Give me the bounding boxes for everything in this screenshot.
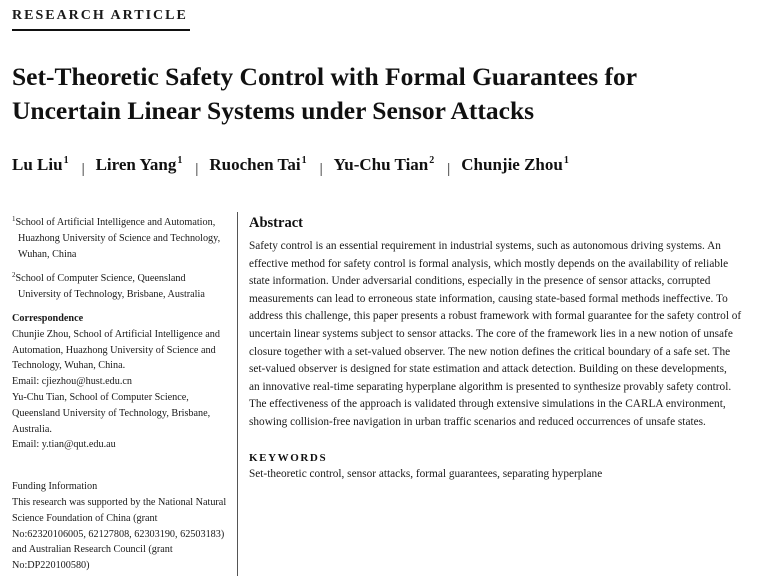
author-name: Liren Yang$^1$ (95, 155, 183, 174)
author-affiliation-mark: 1 (301, 155, 307, 166)
title-line: Uncertain Linear Systems under Sensor Attacks (12, 96, 535, 125)
affiliation-line: University of Technology, Brisbane, Australia (18, 289, 205, 301)
abstract-line: measurements can lead to erroneous state information, causing state-based formal methods ineffective. To (249, 292, 728, 305)
correspondence-line: Queensland University of Technology, Brisbane, (12, 407, 211, 419)
abstract-line: uncertain linear systems subject to sensor attacks. The core of the framework lies in a new notion of unsafe (249, 327, 733, 340)
affiliation-line: School of Computer Science, Queensland (15, 273, 186, 285)
funding-line: Science Foundation of China (grant (12, 512, 158, 524)
funding-line: No:DP220100580) (12, 560, 90, 572)
column-divider (237, 212, 238, 576)
article-type-underline (12, 29, 190, 31)
author-affiliation-mark: 1 (63, 155, 69, 166)
abstract-line: closure together with a set-valued observer. The new notion defines the critical boundary of a safe set. The (249, 345, 731, 358)
author-name: Ruochen Tai$^1$ (209, 155, 307, 174)
author-list (12, 155, 569, 175)
correspondence-line: Automation, Huazhong University of Science and (12, 344, 216, 356)
paper-title (12, 60, 752, 128)
correspondence-email[interactable]: Email: y.tian@qut.edu.au (12, 439, 116, 451)
abstract-line: Safety control is an essential requirement in industrial systems, such as autonomous driving systems. An (249, 240, 721, 252)
abstract-line: showing collision-free navigation in urban traffic scenarios and reduced occurrences of unsafe states. (249, 415, 706, 428)
affiliation-line: Huazhong University of Science and Technology, (18, 232, 221, 244)
funding-heading: Funding Information (12, 481, 98, 493)
author-name: Chunjie Zhou$^1$ (461, 155, 569, 174)
abstract-line: address this challenge, this paper presents a robust framework with formal guarantee for the safety control of (249, 310, 742, 323)
affiliation (12, 212, 234, 262)
keywords-text: Set-theoretic control, sensor attacks, formal guarantees, separating hyperplane (249, 468, 603, 480)
author-separator: | (195, 161, 199, 177)
funding-line: No:62320106005, 62127808, 62303190, 62503183) (12, 528, 225, 540)
abstract-heading: Abstract (249, 215, 303, 231)
affiliation-line: School of Artificial Intelligence and Automation, (15, 217, 216, 228)
abstract-line: set-valued observer is designed for state estimation and attack detection. Building on these developments, (249, 363, 727, 376)
correspondence-heading: Correspondence (12, 312, 84, 324)
abstract-line: an innovative real-time separating hyperplane algorithm is presented to synthesize provably safety control. (249, 380, 732, 393)
affiliation-line: Wuhan, China (18, 248, 77, 260)
correspondence-line: Technology, Wuhan, China. (12, 360, 126, 372)
author-affiliation-mark: 2 (429, 155, 435, 166)
affiliation-mark: 1 (12, 215, 16, 223)
author-separator: | (447, 161, 451, 177)
author-separator: | (81, 161, 85, 177)
abstract-line: state information. Under adversarial conditions, especially in the presence of sensor attacks, corrupted (249, 275, 711, 288)
author-separator: | (319, 161, 323, 177)
title-line: Set-Theoretic Safety Control with Formal Guarantees for (12, 62, 638, 91)
correspondence-line: Chunjie Zhou, School of Artificial Intelligence and (12, 328, 220, 340)
abstract-line: effective method for safety control is formal analysis, which mostly depends on the availability of reliable (249, 257, 729, 270)
affiliation (12, 268, 234, 303)
abstract-line: The effectiveness of the approach is validated through extensive simulations in the CARLA environment, (249, 398, 726, 411)
correspondence-block (12, 327, 234, 453)
author-affiliation-mark: 1 (177, 155, 183, 166)
affiliation-mark: 2 (12, 271, 16, 280)
correspondence-email[interactable]: Email: cjiezhou@hust.edu.cn (12, 376, 132, 388)
author-affiliation-mark: 1 (563, 155, 569, 166)
author-name: Lu Liu$^1$ (12, 155, 69, 174)
author-name: Yu-Chu Tian$^2$ (333, 155, 435, 174)
funding-line: This research was supported by the National Natural (12, 496, 227, 508)
keywords-heading: KEYWORDS (249, 452, 328, 464)
abstract-text (249, 238, 761, 432)
article-type-label: RESEARCH ARTICLE (12, 8, 188, 23)
article-info-column (12, 212, 234, 574)
funding-block (12, 479, 234, 574)
correspondence-line: Australia. (12, 423, 52, 435)
correspondence-line: Yu-Chu Tian, School of Computer Science, (12, 391, 189, 403)
funding-line: and Australian Research Council (grant (12, 544, 173, 556)
